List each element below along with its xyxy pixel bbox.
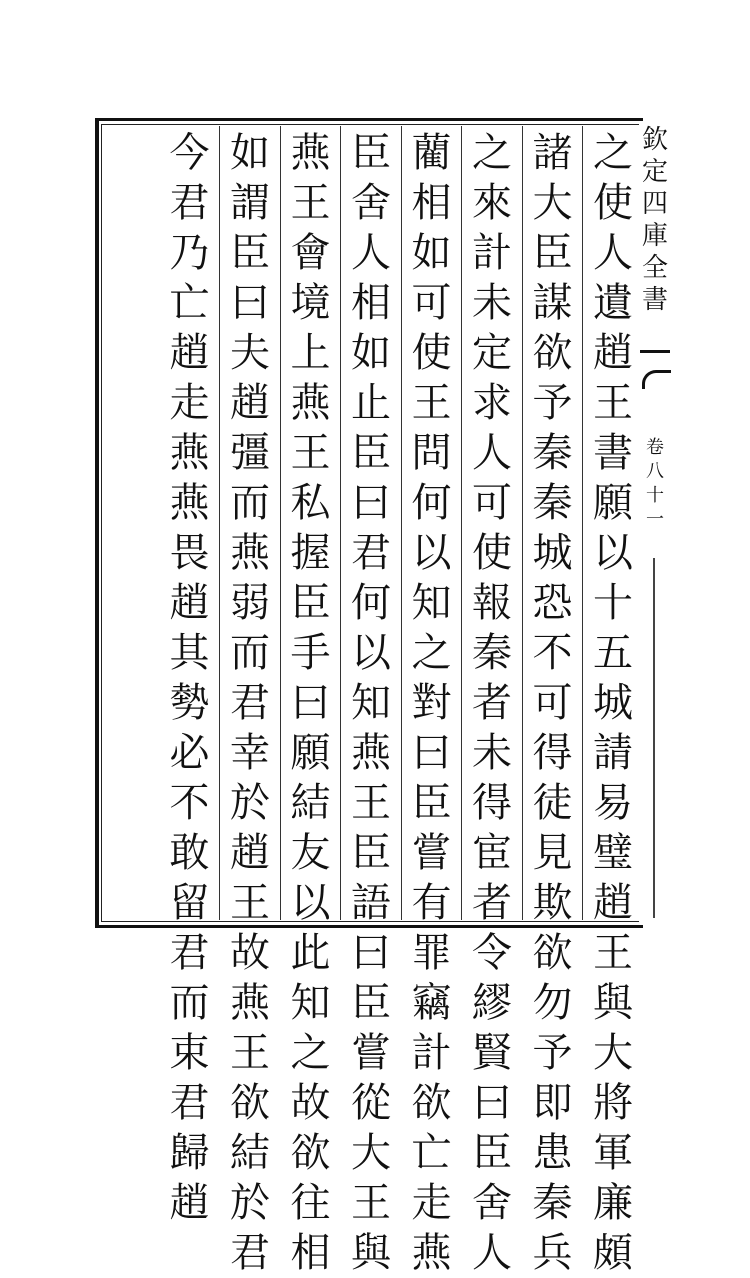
margin-title-char: 定 xyxy=(641,157,668,187)
text-char: 使 xyxy=(472,530,512,576)
text-char: 幸 xyxy=(230,730,270,776)
text-char: 頗 xyxy=(593,1230,633,1276)
text-char: 止 xyxy=(351,380,391,426)
text-char: 舍 xyxy=(472,1180,512,1226)
margin-fishtail-bar xyxy=(640,350,670,353)
text-char: 王 xyxy=(290,180,331,226)
text-char: 患 xyxy=(532,1130,573,1176)
text-char: 計 xyxy=(472,230,512,276)
text-char: 往 xyxy=(290,1180,331,1226)
text-char: 相 xyxy=(351,280,391,326)
text-char: 如 xyxy=(230,130,270,176)
text-char: 者 xyxy=(472,680,512,726)
margin-title-char: 書 xyxy=(641,285,668,315)
text-char: 王 xyxy=(593,930,633,976)
text-char: 而 xyxy=(230,480,270,526)
text-char: 可 xyxy=(472,480,512,526)
text-char: 問 xyxy=(411,430,452,476)
text-char: 臣 xyxy=(230,230,270,276)
text-char: 得 xyxy=(472,780,512,826)
text-char: 秦 xyxy=(472,630,512,676)
text-char: 燕 xyxy=(169,430,210,476)
text-char: 王 xyxy=(351,780,391,826)
text-char: 握 xyxy=(290,530,331,576)
text-char: 之 xyxy=(593,130,633,176)
text-char: 罪 xyxy=(411,930,452,976)
text-char: 欺 xyxy=(532,880,573,926)
text-char: 友 xyxy=(290,830,331,876)
text-char: 此 xyxy=(290,930,331,976)
text-char: 璧 xyxy=(593,830,633,876)
text-char: 私 xyxy=(290,480,331,526)
text-char: 願 xyxy=(593,480,633,526)
text-char: 求 xyxy=(472,380,512,426)
text-char: 亡 xyxy=(169,280,210,326)
text-char: 境 xyxy=(290,280,331,326)
text-column xyxy=(588,128,638,1278)
margin-title-char: 四 xyxy=(641,189,668,219)
text-char: 曰 xyxy=(411,730,452,776)
column-separator xyxy=(340,126,341,920)
text-char: 對 xyxy=(411,680,452,726)
text-char: 知 xyxy=(351,680,391,726)
text-char: 計 xyxy=(411,1030,452,1076)
text-char: 君 xyxy=(169,1080,210,1126)
margin-volume-char: 卷 xyxy=(646,437,664,458)
column-separator xyxy=(461,126,462,920)
column-separator xyxy=(401,126,402,920)
text-char: 王 xyxy=(411,380,452,426)
text-char: 謀 xyxy=(532,280,573,326)
text-char: 有 xyxy=(411,880,452,926)
text-char: 之 xyxy=(472,130,512,176)
text-char: 人 xyxy=(472,430,512,476)
text-char: 留 xyxy=(169,880,210,926)
text-char: 趙 xyxy=(230,830,270,876)
text-char: 未 xyxy=(472,730,512,776)
text-char: 相 xyxy=(290,1230,331,1276)
text-char: 欲 xyxy=(290,1130,331,1176)
text-char: 之 xyxy=(290,1030,331,1076)
text-char: 君 xyxy=(169,180,210,226)
text-char: 會 xyxy=(290,230,331,276)
text-char: 何 xyxy=(351,580,391,626)
text-char: 亡 xyxy=(411,1130,452,1176)
text-char: 大 xyxy=(351,1130,391,1176)
text-char: 遺 xyxy=(593,280,633,326)
text-char: 王 xyxy=(290,430,331,476)
text-char: 兵 xyxy=(532,1230,573,1276)
text-char: 今 xyxy=(169,130,210,176)
text-char: 臣 xyxy=(351,980,391,1026)
margin-volume-char: 十 xyxy=(646,485,664,506)
text-char: 令 xyxy=(472,930,512,976)
margin-rule-line xyxy=(653,558,655,918)
text-char: 於 xyxy=(230,1180,270,1226)
text-char: 欲 xyxy=(532,930,573,976)
text-char: 其 xyxy=(169,630,210,676)
text-char: 趙 xyxy=(169,580,210,626)
text-char: 不 xyxy=(532,630,573,676)
text-char: 五 xyxy=(593,630,633,676)
text-char: 嘗 xyxy=(351,1030,391,1076)
text-char: 王 xyxy=(593,380,633,426)
text-char: 走 xyxy=(411,1180,452,1226)
text-char: 可 xyxy=(411,280,452,326)
text-char: 君 xyxy=(230,1230,270,1276)
text-char: 結 xyxy=(230,1130,270,1176)
margin-volume-char: 一 xyxy=(646,509,664,530)
text-char: 燕 xyxy=(351,730,391,776)
text-char: 趙 xyxy=(169,330,210,376)
margin-fishtail-curve xyxy=(642,370,671,389)
margin-title-char: 庫 xyxy=(641,221,668,251)
text-char: 知 xyxy=(411,580,452,626)
text-char: 可 xyxy=(532,680,573,726)
text-column xyxy=(528,128,578,1278)
text-char: 臣 xyxy=(351,830,391,876)
text-char: 城 xyxy=(532,530,573,576)
text-char: 十 xyxy=(593,580,633,626)
text-column xyxy=(165,128,215,1228)
text-char: 予 xyxy=(532,1030,573,1076)
text-char: 燕 xyxy=(290,130,331,176)
text-char: 曰 xyxy=(351,930,391,976)
text-char: 燕 xyxy=(230,530,270,576)
column-separator xyxy=(280,126,281,920)
text-char: 軍 xyxy=(593,1130,633,1176)
text-column xyxy=(286,128,336,1278)
margin-volume-label xyxy=(640,436,670,532)
text-column xyxy=(225,128,275,1278)
text-char: 王 xyxy=(351,1180,391,1226)
text-char: 秦 xyxy=(532,480,573,526)
text-char: 知 xyxy=(290,980,331,1026)
text-char: 使 xyxy=(411,330,452,376)
text-char: 將 xyxy=(593,1080,633,1126)
text-char: 君 xyxy=(169,930,210,976)
text-char: 曰 xyxy=(472,1080,512,1126)
text-char: 以 xyxy=(290,880,331,926)
text-char: 書 xyxy=(593,430,633,476)
text-char: 歸 xyxy=(169,1130,210,1176)
text-char: 而 xyxy=(230,630,270,676)
text-char: 來 xyxy=(472,180,512,226)
text-char: 欲 xyxy=(230,1080,270,1126)
text-char: 藺 xyxy=(411,130,452,176)
text-char: 人 xyxy=(351,230,391,276)
text-char: 君 xyxy=(351,530,391,576)
text-char: 人 xyxy=(593,230,633,276)
text-char: 秦 xyxy=(532,1180,573,1226)
text-char: 手 xyxy=(290,630,331,676)
text-char: 如 xyxy=(351,330,391,376)
text-char: 定 xyxy=(472,330,512,376)
text-char: 弱 xyxy=(230,580,270,626)
text-char: 與 xyxy=(593,980,633,1026)
text-char: 曰 xyxy=(351,480,391,526)
text-char: 不 xyxy=(169,780,210,826)
text-char: 王 xyxy=(230,880,270,926)
text-char: 使 xyxy=(593,180,633,226)
text-char: 臣 xyxy=(532,230,573,276)
text-char: 從 xyxy=(351,1080,391,1126)
text-char: 敢 xyxy=(169,830,210,876)
text-char: 欲 xyxy=(411,1080,452,1126)
text-char: 畏 xyxy=(169,530,210,576)
margin-title-char: 欽 xyxy=(641,125,668,155)
text-char: 必 xyxy=(169,730,210,776)
text-char: 竊 xyxy=(411,980,452,1026)
text-char: 嘗 xyxy=(411,830,452,876)
column-separator xyxy=(219,126,220,920)
text-char: 故 xyxy=(230,930,270,976)
text-char: 何 xyxy=(411,480,452,526)
text-char: 報 xyxy=(472,580,512,626)
margin-book-title xyxy=(640,124,670,316)
text-char: 趙 xyxy=(593,880,633,926)
margin-title-char: 全 xyxy=(641,253,668,283)
text-char: 以 xyxy=(411,530,452,576)
text-char: 臣 xyxy=(472,1130,512,1176)
column-separator xyxy=(582,126,583,920)
text-char: 徒 xyxy=(532,780,573,826)
text-char: 於 xyxy=(230,780,270,826)
text-char: 以 xyxy=(351,630,391,676)
text-char: 乃 xyxy=(169,230,210,276)
text-char: 故 xyxy=(290,1080,331,1126)
text-char: 賢 xyxy=(472,1030,512,1076)
text-char: 燕 xyxy=(169,480,210,526)
text-char: 而 xyxy=(169,980,210,1026)
text-char: 燕 xyxy=(230,980,270,1026)
text-char: 易 xyxy=(593,780,633,826)
text-char: 請 xyxy=(593,730,633,776)
text-char: 宦 xyxy=(472,830,512,876)
text-char: 舍 xyxy=(351,180,391,226)
text-char: 與 xyxy=(351,1230,391,1276)
text-char: 大 xyxy=(532,180,573,226)
text-char: 燕 xyxy=(290,380,331,426)
text-char: 未 xyxy=(472,280,512,326)
text-char: 勢 xyxy=(169,680,210,726)
text-char: 以 xyxy=(593,530,633,576)
text-char: 燕 xyxy=(411,1230,452,1276)
text-char: 恐 xyxy=(532,580,573,626)
text-char: 王 xyxy=(230,1030,270,1076)
text-char: 語 xyxy=(351,880,391,926)
text-char: 結 xyxy=(290,780,331,826)
text-char: 臣 xyxy=(411,780,452,826)
text-char: 趙 xyxy=(169,1180,210,1226)
text-char: 欲 xyxy=(532,330,573,376)
text-char: 大 xyxy=(593,1030,633,1076)
text-char: 上 xyxy=(290,330,331,376)
text-char: 繆 xyxy=(472,980,512,1026)
text-char: 城 xyxy=(593,680,633,726)
text-char: 予 xyxy=(532,380,573,426)
text-char: 臣 xyxy=(290,580,331,626)
text-char: 得 xyxy=(532,730,573,776)
text-char: 彊 xyxy=(230,430,270,476)
text-char: 束 xyxy=(169,1030,210,1076)
text-char: 見 xyxy=(532,830,573,876)
text-char: 秦 xyxy=(532,430,573,476)
text-char: 之 xyxy=(411,630,452,676)
text-char: 勿 xyxy=(532,980,573,1026)
text-char: 諸 xyxy=(532,130,573,176)
text-char: 即 xyxy=(532,1080,573,1126)
text-char: 謂 xyxy=(230,180,270,226)
text-char: 曰 xyxy=(230,280,270,326)
text-char: 臣 xyxy=(351,430,391,476)
text-char: 曰 xyxy=(290,680,331,726)
text-char: 趙 xyxy=(593,330,633,376)
text-char: 如 xyxy=(411,230,452,276)
column-separator xyxy=(522,126,523,920)
text-char: 廉 xyxy=(593,1180,633,1226)
text-char: 者 xyxy=(472,880,512,926)
text-char: 人 xyxy=(472,1230,512,1276)
text-char: 相 xyxy=(411,180,452,226)
text-char: 走 xyxy=(169,380,210,426)
text-char: 君 xyxy=(230,680,270,726)
text-char: 夫 xyxy=(230,330,270,376)
text-char: 臣 xyxy=(351,130,391,176)
margin-volume-char: 八 xyxy=(646,461,664,482)
text-char: 願 xyxy=(290,730,331,776)
text-column xyxy=(346,128,396,1278)
text-column xyxy=(467,128,517,1278)
text-column xyxy=(407,128,457,1278)
text-char: 趙 xyxy=(230,380,270,426)
page-margin xyxy=(640,118,670,928)
